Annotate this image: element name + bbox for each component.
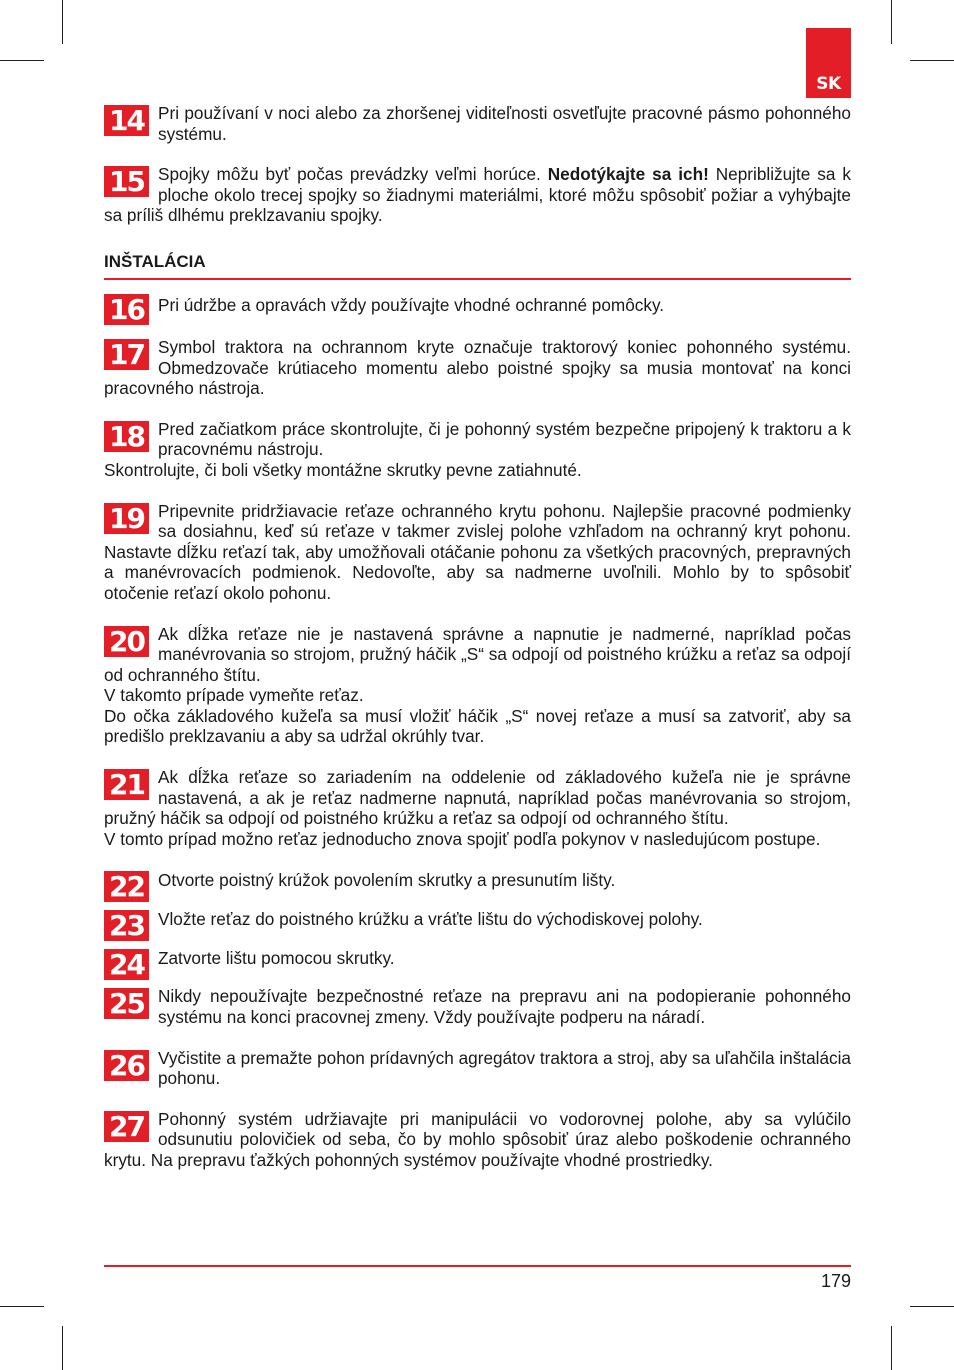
crop-mark [0,1306,44,1307]
item-text: Pred začiatkom práce skontrolujte, či je pohonný systém bezpečne pripojený k traktoru a k pracovnému nástroju. [158,418,851,460]
item-text: V tomto prípad možno reťaz jednoducho znova spojiť podľa pokynov v nasledujúcom postupe. [104,828,821,849]
instruction-item-20 [104,624,851,748]
crop-mark [910,1306,954,1307]
item-number-badge: 15 [104,166,149,197]
item-text: V takomto prípade vymeňte reťaz. [104,685,364,706]
instruction-item-22 [104,869,851,902]
item-text-part: Nepribližujte sa k ploche okolo trecej spojky so žiadnymi materiálmi, ktoré môžu spôsobiť požiar a vyhýbajte sa príliš dlhému preklzavaniu spojky. [104,164,851,226]
item-text: Zatvorte lištu pomocou skrutky. [158,948,395,969]
item-number-badge: 20 [104,626,149,657]
crop-mark [891,0,892,44]
item-number-badge: 14 [104,105,149,136]
instruction-item-25 [104,986,851,1027]
crop-mark [62,1326,63,1370]
language-tab: SK [806,28,851,98]
item-number-badge: 16 [104,294,149,325]
item-number-badge: 22 [104,871,149,902]
item-text: Symbol traktora na ochrannom kryte označuje traktorový koniec pohonného systému. Obmedzovače krútiaceho momentu alebo poistné spojky sa musia montovať na konci pracovného nástroja. [104,336,851,399]
instruction-item-15 [104,164,851,226]
instruction-item-27 [104,1109,851,1171]
item-text: Pripevnite pridržiavacie reťaze ochranného krytu pohonu. Najlepšie pracovné podmienky sa dosiahnu, keď sú reťaze v takmer zvislej polohe vzhľadom na ochranný kryt pohonu. Nastavte dĺžku reťazí tak, aby umožňovali otáčanie pohonu za všetkých pracovných, prepravných a manévrovacích podmienok. Nedovoľte, aby sa nadmerne uvoľnili. Mohlo by to spôsobiť otočenie reťazí okolo pohonu. [104,500,851,603]
crop-mark [891,1326,892,1370]
item-number-badge: 26 [104,1050,149,1081]
item-text: Otvorte poistný krúžok povolením skrutky a presunutím lišty. [158,870,616,891]
instruction-item-23 [104,908,851,941]
instruction-item-16 [104,292,851,325]
item-text: Vyčistite a premažte pohon prídavných agregátov traktora a stroj, aby sa uľahčila inštalácia pohonu. [158,1047,851,1089]
item-number-badge: 27 [104,1111,149,1142]
instruction-item-26 [104,1048,851,1089]
item-text [104,164,851,226]
instruction-item-17 [104,337,851,399]
item-number-badge: 18 [104,421,149,452]
item-text-bold: Nedotýkajte sa ich! [547,164,709,185]
instruction-item-19 [104,501,851,604]
item-text: Pohonný systém udržiavajte pri manipulácii vo vodorovnej polohe, aby sa vylúčilo odsunutiu polovičiek od seba, čo by mohlo spôsobiť úraz alebo poškodenie ochranného krytu. Na prepravu ťažkých pohonných systémov používajte vhodné prostriedky. [104,1108,851,1170]
page-content [104,103,851,1171]
item-text: Do očka základového kužeľa sa musí vložiť háčik „S“ novej reťaze a musí sa zatvoriť, aby sa predišlo preklzavaniu a aby sa udržal okrúhly tvar. [104,705,851,747]
item-number-badge: 21 [104,769,149,800]
item-text: Ak dĺžka reťaze so zariadením na oddelenie od základového kužeľa nie je správne nastavená, a ak je reťaz nadmerne napnutá, napríklad počas manévrovania so strojom, pružný háčik sa odpojí od poistného krúžku a reťaz sa odpojí od ochranného štítu. [104,767,851,829]
item-number-badge: 23 [104,910,149,941]
item-text: Nikdy nepoužívajte bezpečnostné reťaze na prepravu ani na podopieranie pohonného systému na konci pracovnej zmeny. Vždy používajte podperu na náradí. [158,986,851,1028]
item-text: Ak dĺžka reťaze nie je nastavená správne a napnutie je nadmerné, napríklad počas manévrovania so strojom, pružný háčik „S“ sa odpojí od poistného krúžku a reťaz sa odpojí od ochranného štítu. [104,623,851,685]
section-heading: INŠTALÁCIA [104,252,851,280]
page-number: 179 [820,1271,851,1291]
item-text-part: Spojky môžu byť počas prevádzky veľmi horúce. [158,164,548,185]
instruction-item-18 [104,419,851,481]
item-text: Pri údržbe a opravách vždy používajte vhodné ochranné pomôcky. [158,294,665,315]
crop-mark [910,60,954,61]
item-text: Vložte reťaz do poistného krúžku a vráťte lištu do východiskovej polohy. [158,909,703,930]
instruction-item-21 [104,767,851,849]
crop-mark [62,0,63,44]
item-text: Pri používaní v noci alebo za zhoršenej viditeľnosti osvetľujte pracovné pásmo pohonného systému. [158,103,851,144]
instruction-item-14 [104,103,851,144]
footer-divider [104,1265,851,1267]
instruction-item-24 [104,947,851,980]
item-number-badge: 25 [104,988,149,1019]
item-number-badge: 24 [104,949,149,980]
item-number-badge: 19 [104,503,149,534]
crop-mark [0,60,44,61]
item-text: Skontrolujte, či boli všetky montážne skrutky pevne zatiahnuté. [104,459,582,480]
item-number-badge: 17 [104,339,149,370]
